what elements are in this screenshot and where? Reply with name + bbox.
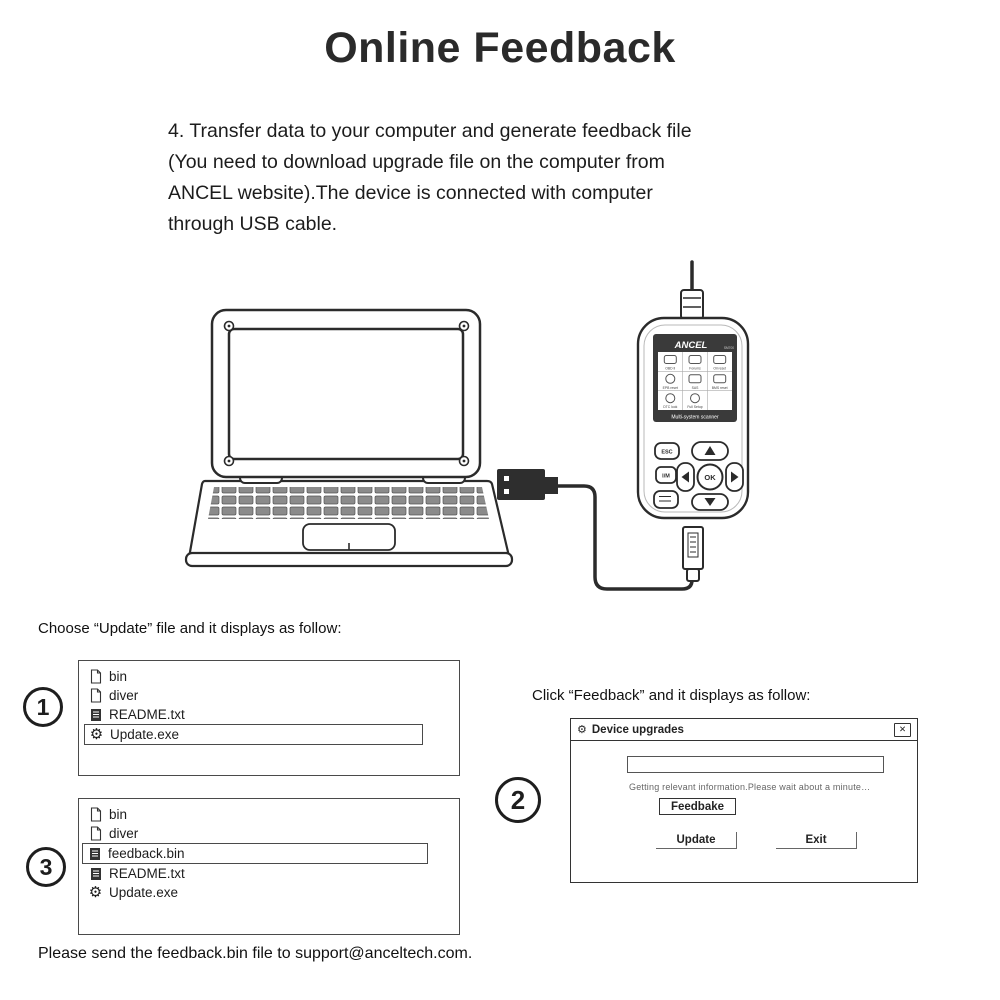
file-name: bin — [109, 669, 128, 684]
gear-icon: ⚙ — [88, 883, 103, 901]
scanner-screen-caption: Multi-system scanner — [671, 414, 719, 421]
aux-button — [654, 491, 678, 508]
file-name: README.txt — [109, 866, 185, 881]
dialog-title: Device upgrades — [591, 723, 684, 736]
device-model: SM700 — [723, 346, 734, 350]
laptop-base-lip — [186, 553, 512, 566]
exit-button[interactable]: Exit — [776, 832, 857, 849]
list-item[interactable] — [79, 883, 459, 902]
update-button[interactable]: Update — [656, 832, 737, 849]
file-list-window-1 — [78, 660, 460, 776]
list-item[interactable] — [79, 824, 459, 843]
file-name: Update.exe — [109, 885, 179, 900]
document-icon — [88, 708, 103, 722]
progress-bar — [627, 756, 884, 773]
support-note: Please send the feedback.bin file to support@anceltech.com. — [38, 945, 473, 962]
page-icon — [88, 807, 103, 822]
list-item[interactable] — [79, 864, 459, 883]
feedbake-button[interactable]: Feedbake — [659, 798, 736, 815]
list-item[interactable] — [79, 805, 459, 824]
gear-icon: ⚙ — [577, 723, 587, 736]
list-item[interactable] — [79, 686, 459, 705]
svg-text:EPB reset: EPB reset — [662, 385, 678, 390]
ancel-logo: ANCEL — [674, 340, 708, 351]
ok-label: OK — [704, 473, 716, 482]
im-label: I/M — [662, 473, 670, 480]
svg-text:Oil reset: Oil reset — [713, 366, 727, 371]
svg-text:SAS: SAS — [691, 385, 699, 390]
intro-paragraph — [168, 116, 692, 240]
mini-usb-connector-icon — [683, 527, 703, 581]
step-2-badge: 2 — [495, 777, 541, 823]
file-name: diver — [109, 688, 139, 703]
document-icon — [87, 847, 102, 861]
laptop-keyboard — [208, 487, 489, 519]
svg-text:BMS reset: BMS reset — [711, 385, 728, 390]
intro-line-4: through USB cable. — [168, 213, 338, 235]
svg-text:Forums: Forums — [689, 366, 701, 371]
document-icon — [88, 867, 103, 881]
list-item[interactable] — [79, 667, 459, 686]
connection-illustration — [0, 250, 1000, 620]
svg-text:DTC look: DTC look — [663, 405, 678, 410]
file-name: Update.exe — [110, 727, 180, 742]
list-item-selected[interactable] — [82, 843, 428, 864]
page-icon — [88, 688, 103, 703]
svg-text:OBD II: OBD II — [665, 366, 676, 371]
scanner-device-illustration — [638, 290, 748, 581]
list-item[interactable] — [79, 705, 459, 724]
step-1-badge: 1 — [23, 687, 63, 727]
choose-update-caption: Choose “Update” file and it displays as follow: — [38, 620, 342, 637]
scanner-screen — [658, 352, 732, 410]
list-item-selected[interactable] — [84, 724, 423, 745]
page-icon — [88, 669, 103, 684]
laptop-illustration — [186, 310, 512, 566]
file-name: diver — [109, 826, 139, 841]
click-feedback-caption: Click “Feedback” and it displays as follow: — [532, 687, 811, 704]
file-name: README.txt — [109, 707, 185, 722]
close-icon[interactable]: ✕ — [894, 723, 911, 737]
intro-line-2: (You need to download upgrade file on the computer from — [168, 151, 665, 173]
file-name: bin — [109, 807, 128, 822]
intro-line-3: ANCEL website).The device is connected with computer — [168, 182, 653, 204]
laptop-screen — [229, 329, 463, 459]
status-text: Getting relevant information.Please wait about a minute… — [629, 782, 871, 792]
page-icon — [88, 826, 103, 841]
esc-label: ESC — [661, 449, 673, 456]
svg-text:Full Setup: Full Setup — [687, 405, 703, 410]
file-list-window-3 — [78, 798, 460, 935]
device-upgrades-dialog — [570, 718, 918, 883]
intro-line-1: 4. Transfer data to your computer and generate feedback file — [168, 120, 692, 142]
page-title: Online Feedback — [324, 24, 676, 72]
gear-icon: ⚙ — [89, 725, 104, 743]
usb-plug-icon — [497, 469, 558, 500]
file-name: feedback.bin — [108, 846, 185, 861]
step-3-badge: 3 — [26, 847, 66, 887]
dialog-titlebar — [571, 719, 917, 741]
